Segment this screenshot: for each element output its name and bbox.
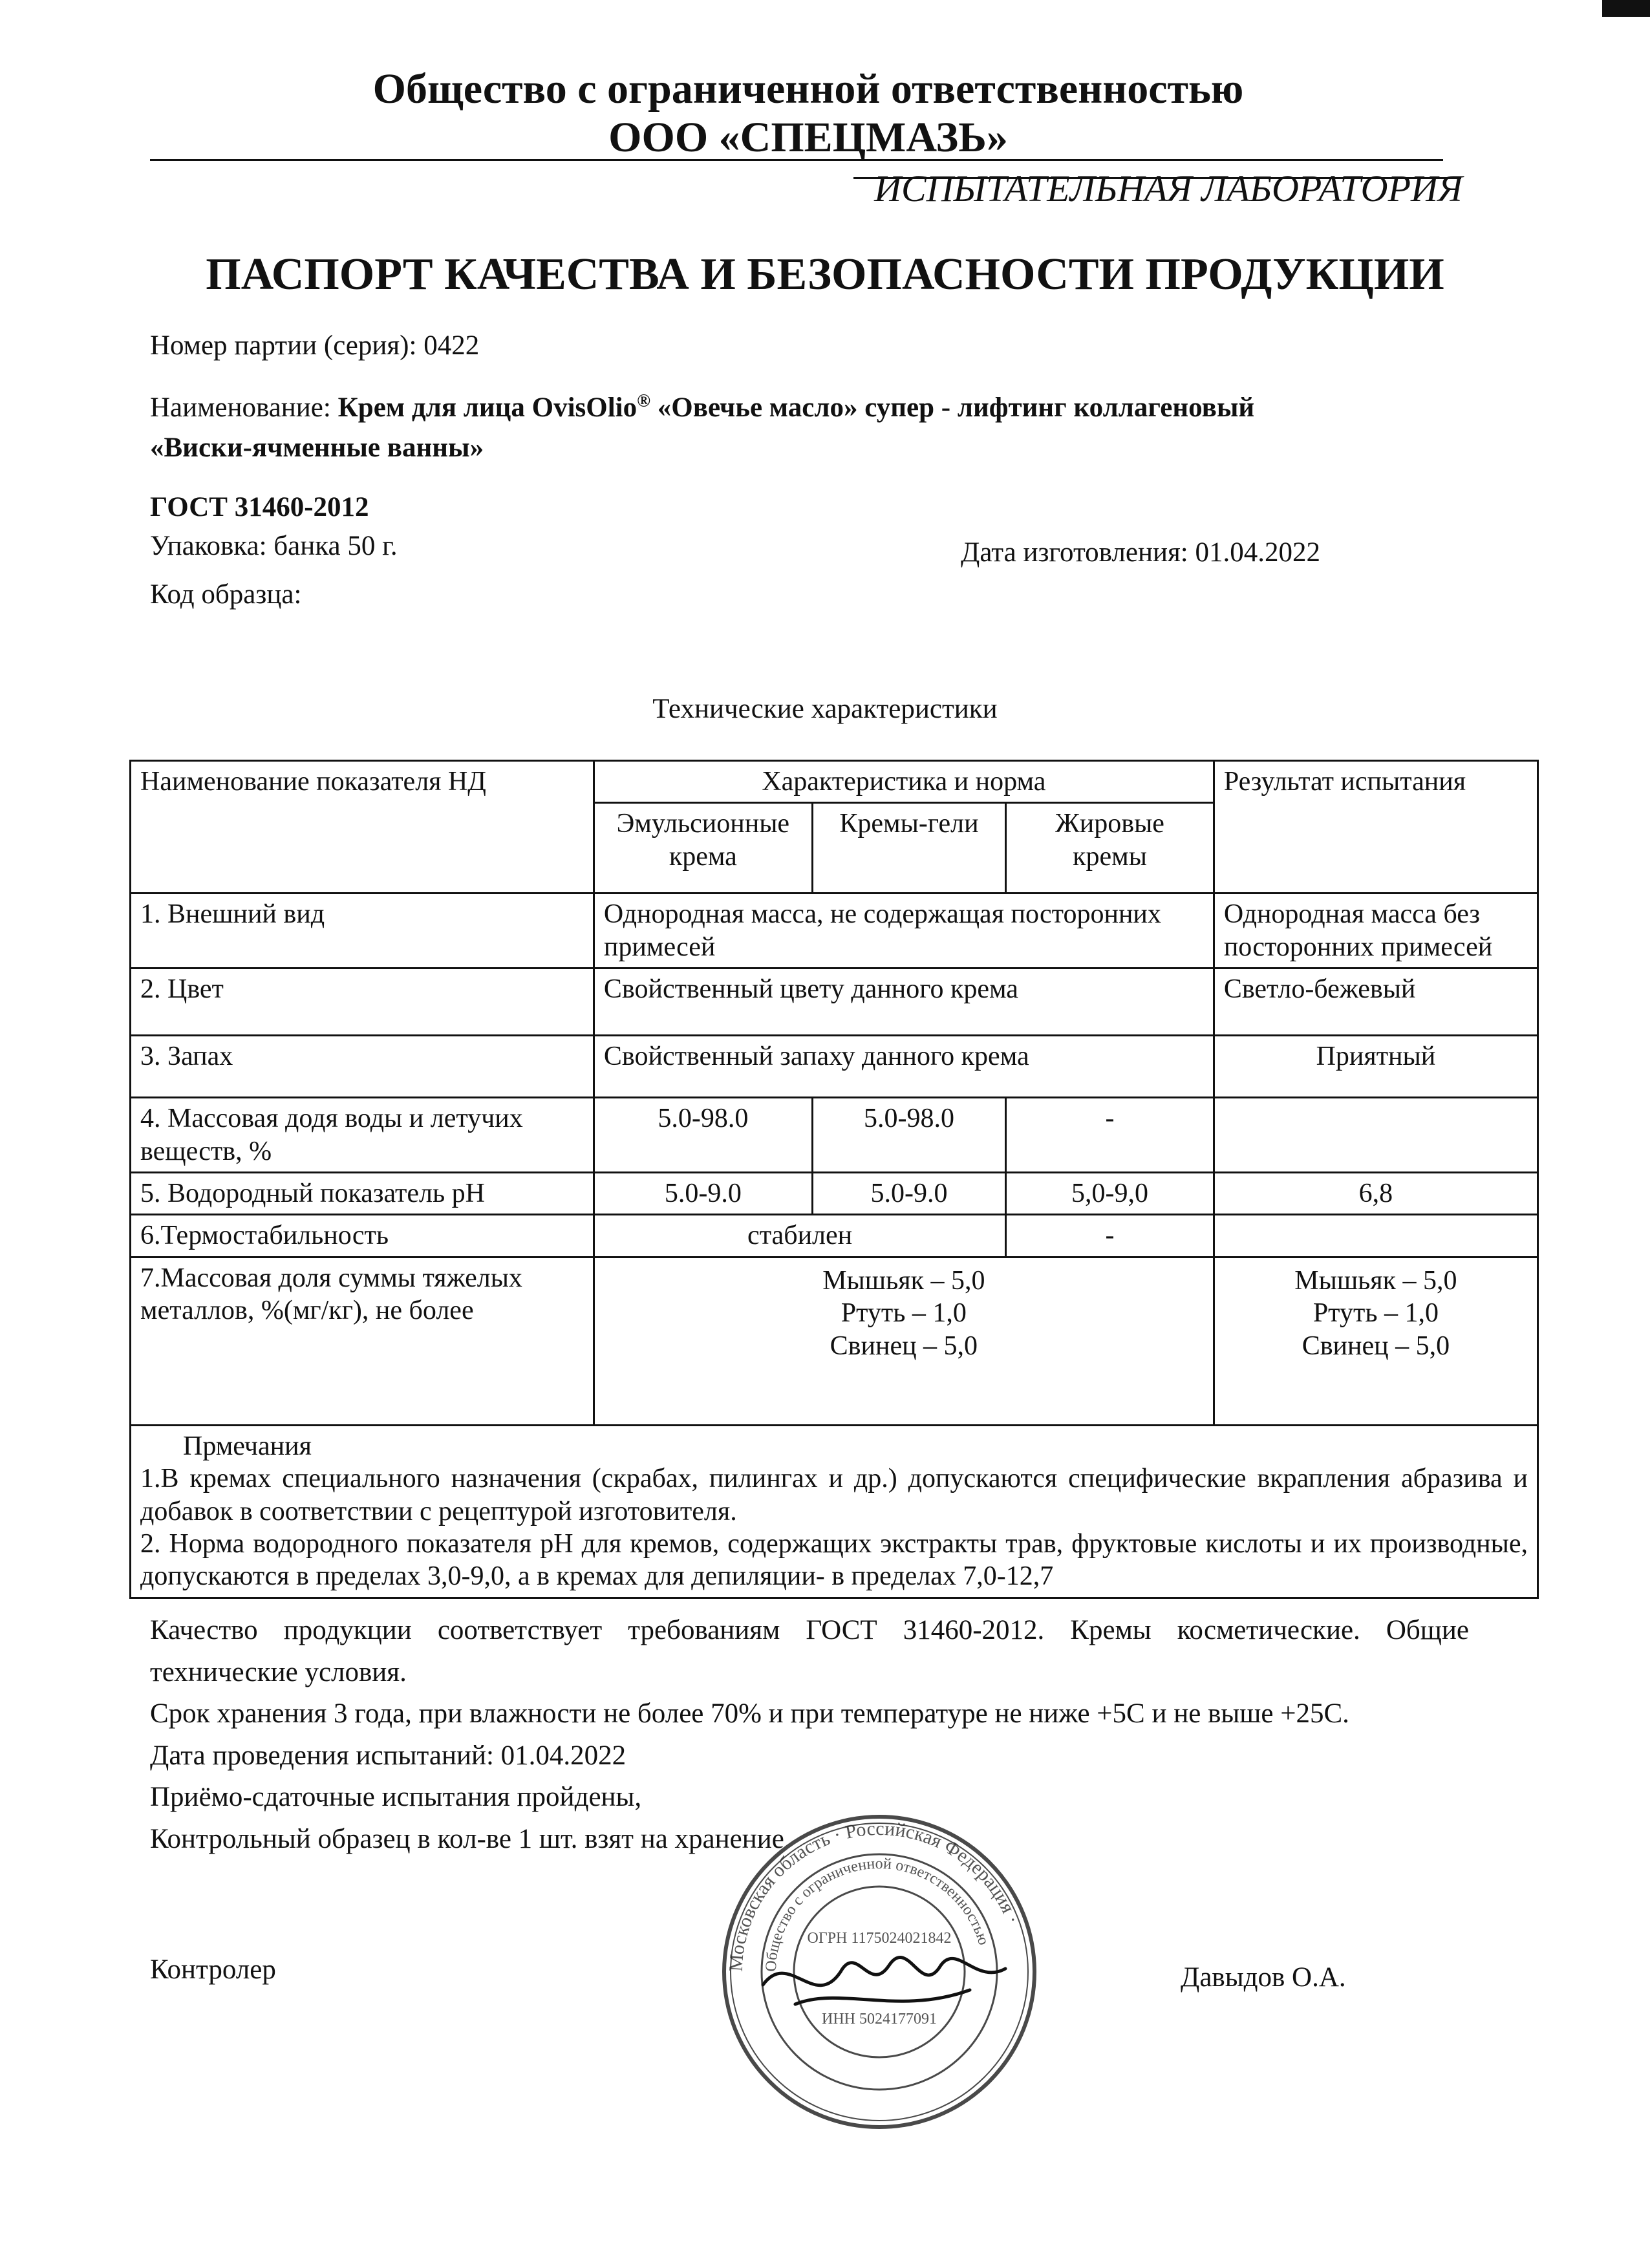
- row-norm: Однородная масса, не содержащая посторонних примесей: [594, 893, 1214, 968]
- norm-arsenic: Мышьяк – 5,0: [822, 1265, 985, 1296]
- row-result-metals: [1214, 1257, 1538, 1425]
- stamp-ogrn: ОГРН 1175024021842: [807, 1930, 952, 1947]
- org-name-line: Общество с ограниченной ответственностью: [372, 65, 1244, 112]
- header-rule: [150, 159, 1443, 161]
- tech-specs-table: [129, 760, 1539, 1599]
- table-row: [131, 1098, 1538, 1173]
- org-short-name: ООО «СПЕЦМАЗЬ»: [608, 114, 1008, 161]
- stamp-inn: ИНН 5024177091: [822, 2011, 937, 2027]
- row-indicator: 7.Массовая доля суммы тяжелых металлов, %(мг/кг), не более: [131, 1257, 594, 1425]
- document-title: ПАСПОРТ КАЧЕСТВА И БЕЗОПАСНОСТИ ПРОДУКЦИИ: [206, 250, 1444, 299]
- row-indicator: 4. Массовая додя воды и летучих веществ, %: [131, 1098, 594, 1173]
- table-row: [131, 1257, 1538, 1425]
- result-lead: Свинец – 5,0: [1302, 1331, 1450, 1361]
- note-item: 2. Норма водородного показателя рН для кремов, содержащих экстракты трав, фруктовые кислоты и их производные, допускаются в пределах 3,0-9,0, а в кремах для депиляции- в пределах 7,0-12,7: [140, 1528, 1528, 1592]
- row-indicator: 3. Запах: [131, 1036, 594, 1098]
- control-sample-note: Контрольный образец в кол-ве 1 шт. взят на хранение: [150, 1823, 784, 1854]
- table-row: [131, 1215, 1538, 1257]
- scan-corner-mark: [1602, 0, 1650, 17]
- test-date: Дата проведения испытаний: 01.04.2022: [150, 1740, 627, 1771]
- row-result: [1214, 1098, 1538, 1173]
- row-result: Приятный: [1214, 1036, 1538, 1098]
- row-norm-emulsion: 5.0-98.0: [594, 1098, 812, 1173]
- stamp-outer-text: Московская область · Российская Федерация ·: [725, 1817, 1024, 1973]
- header-fat: Жировые кремы: [1006, 803, 1214, 893]
- lab-name: ИСПЫТАТЕЛЬНАЯ ЛАБОРАТОРИЯ: [874, 167, 1462, 209]
- row-norm-fat: -: [1006, 1098, 1214, 1173]
- result-mercury: Ртуть – 1,0: [1312, 1298, 1439, 1329]
- acceptance-note: Приёмо-сдаточные испытания пройдены,: [150, 1782, 642, 1812]
- row-result: [1214, 1215, 1538, 1257]
- row-indicator: 2. Цвет: [131, 968, 594, 1036]
- row-result: 6,8: [1214, 1172, 1538, 1214]
- product-name: [150, 388, 1508, 469]
- section-title: Технические характеристики: [652, 694, 998, 724]
- row-indicator: 1. Внешний вид: [131, 893, 594, 968]
- product-name-value: Крем для лица OvisOlio® «Овечье масло» супер - лифтинг коллагеновый «Виски-ячменные ванны»: [150, 390, 1255, 464]
- shelf-life: Срок хранения 3 года, при влажности не более 70% и при температуре не ниже +5С и не выше +25С.: [150, 1698, 1349, 1729]
- note-item: 1.В кремах специального назначения (скрабах, пилингах и др.) допускаются специфические вкрапления абразива и добавок в соответствии с рецептурой изготовителя.: [140, 1464, 1528, 1526]
- controller-label: Контролер: [150, 1954, 276, 1985]
- stamp-inner-text: Общество с ограниченной ответственностью: [762, 1855, 992, 1973]
- row-norm: стабилен: [594, 1215, 1005, 1257]
- notes-cell: [131, 1425, 1538, 1598]
- row-result: Светло-бежевый: [1214, 968, 1538, 1036]
- batch-number: Номер партии (серия): 0422: [150, 330, 480, 361]
- company-seal-stamp: [718, 1810, 1041, 2134]
- norm-mercury: Ртуть – 1,0: [841, 1298, 967, 1329]
- row-norm-metals: [594, 1257, 1214, 1425]
- result-arsenic: Мышьяк – 5,0: [1294, 1265, 1457, 1296]
- header-gel: Кремы-гели: [812, 803, 1006, 893]
- header-emulsion: Эмульсионные крема: [594, 803, 812, 893]
- table-row: [131, 1172, 1538, 1214]
- sample-code: Код образца:: [150, 579, 302, 610]
- row-indicator: 6.Термостабильность: [131, 1215, 594, 1257]
- controller-name: Давыдов О.А.: [1181, 1962, 1346, 1993]
- row-norm: Свойственный цвету данного крема: [594, 968, 1214, 1036]
- lab-rule: [853, 177, 1461, 179]
- package-info: Упаковка: банка 50 г.: [150, 531, 398, 561]
- notes-title: Прмечания: [183, 1431, 312, 1461]
- table-row: [131, 968, 1538, 1036]
- row-norm-fat: 5,0-9,0: [1006, 1172, 1214, 1214]
- manufacture-date: Дата изготовления: 01.04.2022: [961, 537, 1320, 568]
- header-indicator: Наименование показателя НД: [131, 761, 594, 893]
- row-result: Однородная масса без посторонних примесей: [1214, 893, 1538, 968]
- row-norm: Свойственный запаху данного крема: [594, 1036, 1214, 1098]
- gost-number: ГОСТ 31460-2012: [150, 492, 369, 522]
- row-norm-fat: -: [1006, 1215, 1214, 1257]
- signature: [763, 1958, 1005, 2004]
- table-header-row: [131, 761, 1538, 803]
- notes-row: [131, 1425, 1538, 1598]
- row-indicator: 5. Водородный показатель рН: [131, 1172, 594, 1214]
- table-row: [131, 893, 1538, 968]
- quality-statement: Качество продукции соответствует требованиям ГОСТ 31460-2012. Кремы косметические. Общие технические условия.: [150, 1615, 1469, 1687]
- header-result: Результат испытания: [1214, 761, 1538, 893]
- norm-lead: Свинец – 5,0: [830, 1331, 978, 1361]
- header-characteristic: Характеристика и норма: [594, 761, 1214, 803]
- row-norm-gel: 5.0-9.0: [812, 1172, 1006, 1214]
- table-row: [131, 1036, 1538, 1098]
- row-norm-emulsion: 5.0-9.0: [594, 1172, 812, 1214]
- product-name-label: Наименование:: [150, 392, 338, 423]
- row-norm-gel: 5.0-98.0: [812, 1098, 1006, 1173]
